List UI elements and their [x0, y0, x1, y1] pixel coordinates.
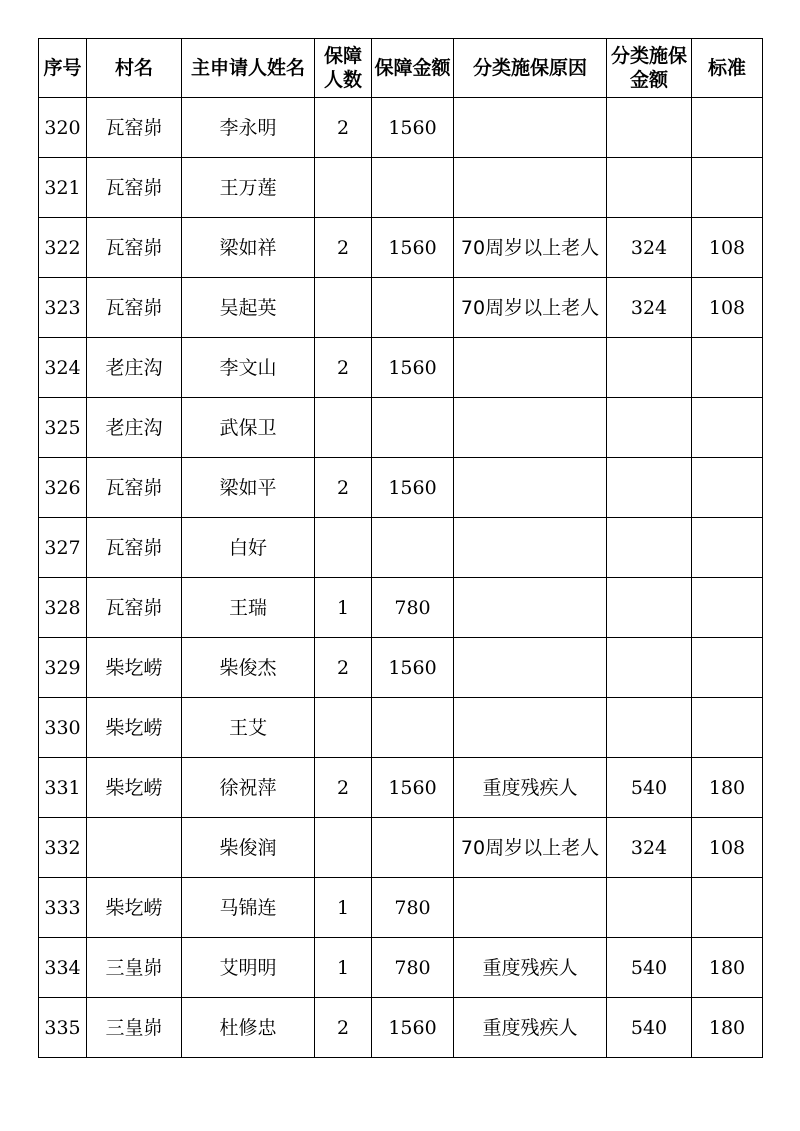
cell-class-amount: [607, 878, 692, 938]
cell-reason: [454, 458, 607, 518]
cell-seq: 322: [39, 218, 87, 278]
cell-applicant: 李永明: [182, 98, 315, 158]
cell-village: [87, 818, 182, 878]
cell-reason: [454, 518, 607, 578]
cell-village: 瓦窑峁: [87, 578, 182, 638]
cell-seq: 324: [39, 338, 87, 398]
header-seq: 序号: [39, 39, 87, 98]
cell-reason: 重度残疾人: [454, 758, 607, 818]
cell-standard: [692, 398, 763, 458]
cell-village: 瓦窑峁: [87, 158, 182, 218]
cell-village: 柴圪崂: [87, 638, 182, 698]
cell-count: [315, 818, 372, 878]
table-row: [39, 998, 763, 1058]
cell-count: 2: [315, 638, 372, 698]
cell-standard: [692, 518, 763, 578]
cell-class-amount: [607, 338, 692, 398]
cell-seq: 330: [39, 698, 87, 758]
cell-standard: 180: [692, 758, 763, 818]
cell-applicant: 柴俊杰: [182, 638, 315, 698]
cell-count: [315, 518, 372, 578]
cell-village: 老庄沟: [87, 398, 182, 458]
cell-class-amount: [607, 458, 692, 518]
cell-standard: [692, 338, 763, 398]
cell-village: 柴圪崂: [87, 698, 182, 758]
cell-amount: 1560: [372, 218, 454, 278]
cell-amount: 1560: [372, 758, 454, 818]
cell-reason: [454, 698, 607, 758]
cell-amount: 1560: [372, 638, 454, 698]
table-row: [39, 518, 763, 578]
cell-count: 2: [315, 98, 372, 158]
cell-applicant: 武保卫: [182, 398, 315, 458]
cell-seq: 327: [39, 518, 87, 578]
cell-amount: 1560: [372, 458, 454, 518]
roster-table: [38, 38, 763, 1058]
cell-applicant: 梁如祥: [182, 218, 315, 278]
cell-seq: 321: [39, 158, 87, 218]
cell-amount: 780: [372, 938, 454, 998]
cell-standard: [692, 458, 763, 518]
cell-count: 1: [315, 878, 372, 938]
cell-count: 1: [315, 578, 372, 638]
cell-reason: 重度残疾人: [454, 938, 607, 998]
header-count: 保障人数: [315, 39, 372, 98]
cell-amount: 1560: [372, 338, 454, 398]
table-row: [39, 638, 763, 698]
cell-seq: 323: [39, 278, 87, 338]
cell-applicant: 梁如平: [182, 458, 315, 518]
cell-seq: 325: [39, 398, 87, 458]
cell-class-amount: [607, 398, 692, 458]
cell-class-amount: 540: [607, 758, 692, 818]
cell-seq: 320: [39, 98, 87, 158]
cell-seq: 333: [39, 878, 87, 938]
cell-standard: [692, 698, 763, 758]
cell-amount: [372, 698, 454, 758]
cell-village: 瓦窑峁: [87, 218, 182, 278]
cell-amount: [372, 158, 454, 218]
cell-amount: 780: [372, 578, 454, 638]
cell-standard: [692, 638, 763, 698]
cell-village: 瓦窑峁: [87, 98, 182, 158]
table-row: [39, 398, 763, 458]
cell-applicant: 马锦连: [182, 878, 315, 938]
cell-reason: 重度残疾人: [454, 998, 607, 1058]
cell-applicant: 杜修忠: [182, 998, 315, 1058]
cell-count: 2: [315, 458, 372, 518]
cell-standard: 108: [692, 218, 763, 278]
table-row: [39, 158, 763, 218]
cell-class-amount: 324: [607, 218, 692, 278]
cell-class-amount: [607, 98, 692, 158]
table-row: [39, 938, 763, 998]
header-amount: 保障金额: [372, 39, 454, 98]
cell-reason: [454, 578, 607, 638]
cell-reason: [454, 398, 607, 458]
cell-standard: 180: [692, 998, 763, 1058]
header-class-amount: 分类施保金额: [607, 39, 692, 98]
cell-amount: [372, 518, 454, 578]
table-row: [39, 878, 763, 938]
cell-class-amount: 540: [607, 938, 692, 998]
table-body: [39, 98, 763, 1058]
cell-village: 三皇峁: [87, 998, 182, 1058]
cell-applicant: 徐祝萍: [182, 758, 315, 818]
cell-amount: [372, 278, 454, 338]
cell-count: [315, 278, 372, 338]
table-row: [39, 698, 763, 758]
cell-class-amount: [607, 578, 692, 638]
header-reason: 分类施保原因: [454, 39, 607, 98]
table-row: [39, 578, 763, 638]
cell-amount: 1560: [372, 998, 454, 1058]
cell-standard: 180: [692, 938, 763, 998]
cell-amount: [372, 398, 454, 458]
cell-village: 老庄沟: [87, 338, 182, 398]
header-row: [39, 39, 763, 98]
cell-class-amount: 324: [607, 278, 692, 338]
cell-applicant: 王万莲: [182, 158, 315, 218]
cell-reason: [454, 878, 607, 938]
cell-class-amount: 324: [607, 818, 692, 878]
cell-village: 瓦窑峁: [87, 278, 182, 338]
cell-class-amount: 540: [607, 998, 692, 1058]
cell-village: 柴圪崂: [87, 758, 182, 818]
table-header: [39, 39, 763, 98]
cell-applicant: 王艾: [182, 698, 315, 758]
cell-class-amount: [607, 158, 692, 218]
cell-reason: [454, 158, 607, 218]
cell-class-amount: [607, 698, 692, 758]
cell-village: 三皇峁: [87, 938, 182, 998]
header-standard: 标准: [692, 39, 763, 98]
cell-seq: 334: [39, 938, 87, 998]
cell-applicant: 王瑞: [182, 578, 315, 638]
cell-seq: 326: [39, 458, 87, 518]
cell-village: 瓦窑峁: [87, 458, 182, 518]
cell-amount: 1560: [372, 98, 454, 158]
table-row: [39, 818, 763, 878]
cell-reason: 70周岁以上老人: [454, 818, 607, 878]
cell-standard: 108: [692, 278, 763, 338]
cell-village: 柴圪崂: [87, 878, 182, 938]
cell-applicant: 吴起英: [182, 278, 315, 338]
cell-reason: 70周岁以上老人: [454, 218, 607, 278]
cell-applicant: 白好: [182, 518, 315, 578]
cell-applicant: 柴俊润: [182, 818, 315, 878]
cell-count: 2: [315, 218, 372, 278]
cell-standard: 108: [692, 818, 763, 878]
header-village: 村名: [87, 39, 182, 98]
cell-applicant: 李文山: [182, 338, 315, 398]
cell-seq: 332: [39, 818, 87, 878]
cell-reason: [454, 338, 607, 398]
table-row: [39, 218, 763, 278]
cell-amount: [372, 818, 454, 878]
table-row: [39, 98, 763, 158]
header-applicant: 主申请人姓名: [182, 39, 315, 98]
cell-count: [315, 398, 372, 458]
cell-count: 2: [315, 998, 372, 1058]
cell-standard: [692, 578, 763, 638]
cell-seq: 331: [39, 758, 87, 818]
cell-class-amount: [607, 638, 692, 698]
table-row: [39, 278, 763, 338]
cell-count: 2: [315, 758, 372, 818]
cell-standard: [692, 98, 763, 158]
table-row: [39, 338, 763, 398]
cell-reason: 70周岁以上老人: [454, 278, 607, 338]
cell-class-amount: [607, 518, 692, 578]
cell-count: 1: [315, 938, 372, 998]
cell-applicant: 艾明明: [182, 938, 315, 998]
cell-amount: 780: [372, 878, 454, 938]
cell-reason: [454, 638, 607, 698]
cell-seq: 329: [39, 638, 87, 698]
table-row: [39, 458, 763, 518]
cell-count: [315, 698, 372, 758]
table-row: [39, 758, 763, 818]
cell-count: [315, 158, 372, 218]
cell-seq: 335: [39, 998, 87, 1058]
cell-count: 2: [315, 338, 372, 398]
cell-reason: [454, 98, 607, 158]
cell-seq: 328: [39, 578, 87, 638]
cell-standard: [692, 158, 763, 218]
cell-village: 瓦窑峁: [87, 518, 182, 578]
cell-standard: [692, 878, 763, 938]
